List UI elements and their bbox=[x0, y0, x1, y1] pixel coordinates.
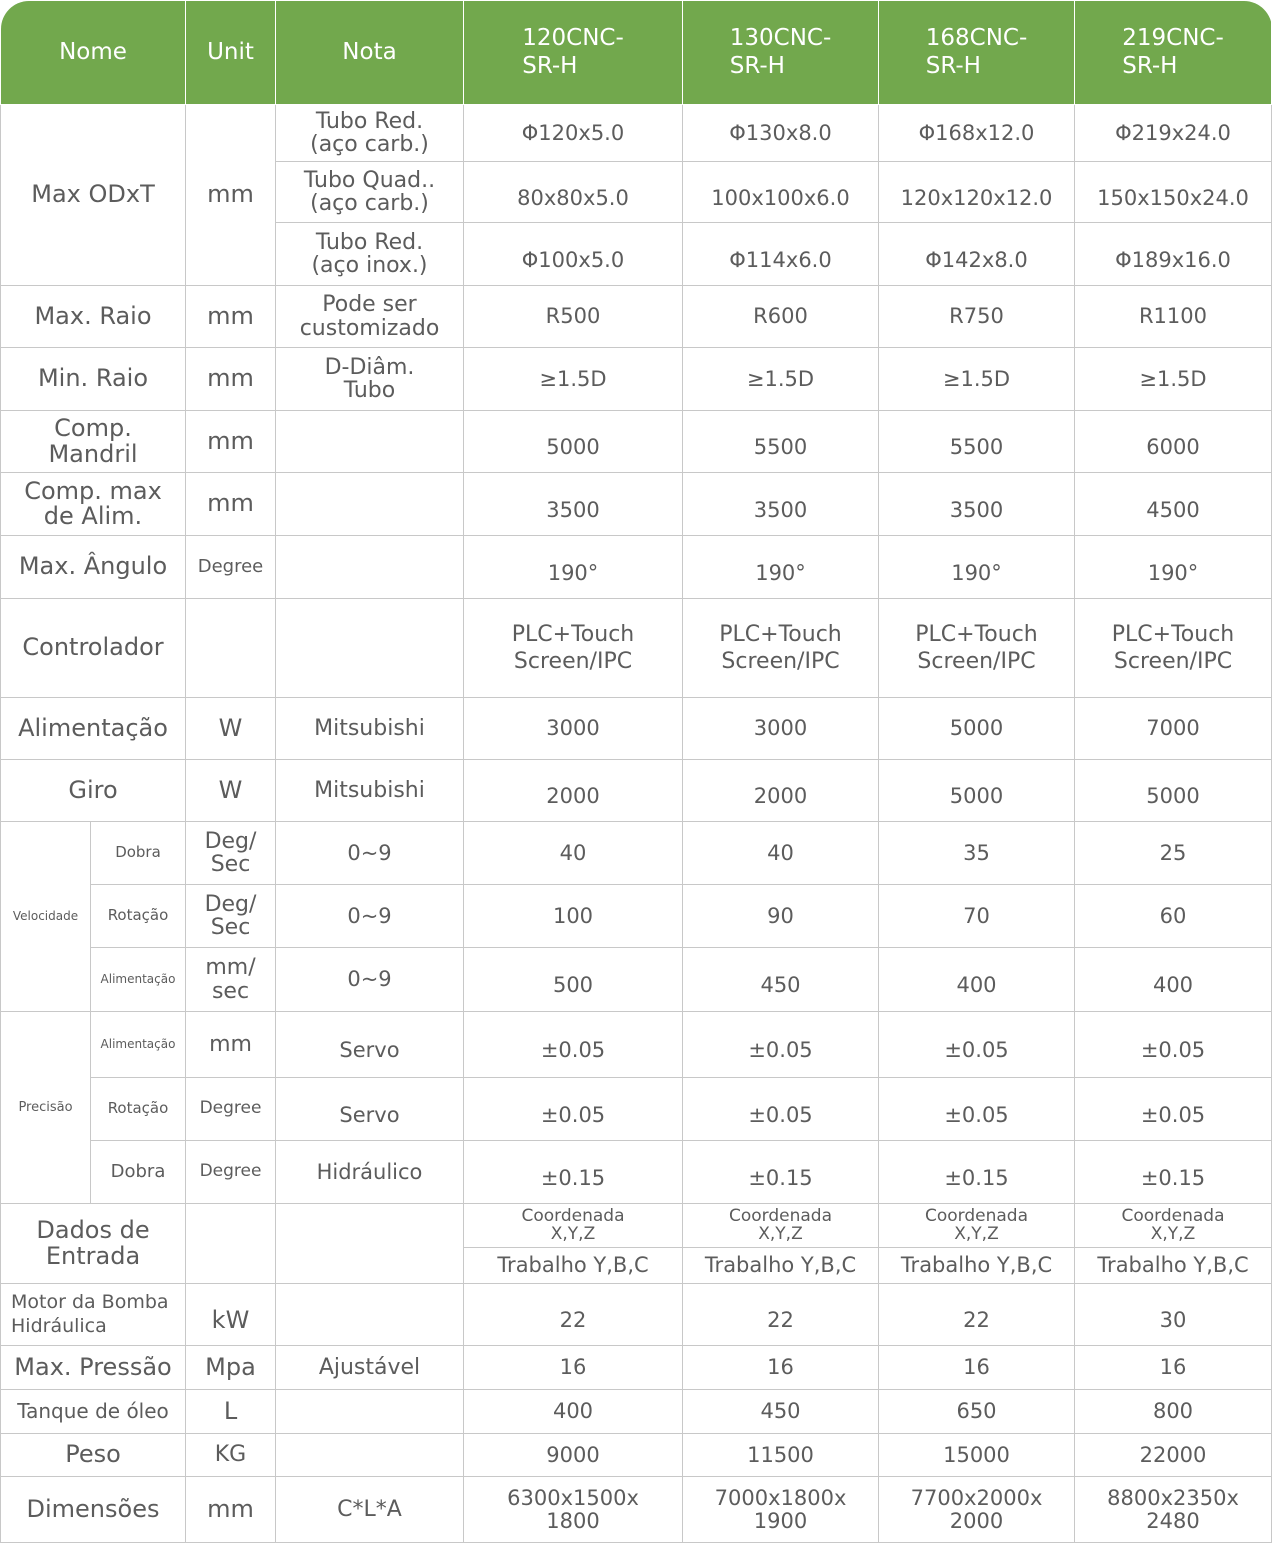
value-cell: 22 bbox=[464, 1284, 683, 1346]
value-cell: Coordenada X,Y,Z bbox=[879, 1204, 1075, 1248]
sub-label-cell: Rotação bbox=[91, 1078, 186, 1141]
unit-cell: Deg/ Sec bbox=[186, 822, 276, 885]
value-cell: 16 bbox=[879, 1346, 1075, 1390]
unit-cell bbox=[186, 1204, 276, 1284]
header-nome: Nome bbox=[1, 1, 186, 105]
row-label-comp-alim: Comp. max de Alim. bbox=[1, 473, 186, 536]
row-label-motor-bomba: Motor da Bomba Hidráulica bbox=[1, 1284, 186, 1346]
value-cell: 400 bbox=[464, 1390, 683, 1434]
value-cell: 9000 bbox=[464, 1434, 683, 1477]
unit-cell: mm/ sec bbox=[186, 948, 276, 1012]
value-cell: 450 bbox=[683, 948, 879, 1012]
unit-cell: L bbox=[186, 1390, 276, 1434]
value-cell: Coordenada X,Y,Z bbox=[1075, 1204, 1272, 1248]
value-cell: 3500 bbox=[683, 473, 879, 536]
value-cell: 16 bbox=[464, 1346, 683, 1390]
value-cell: Trabalho Y,B,C bbox=[879, 1248, 1075, 1284]
nota-cell: 0~9 bbox=[276, 822, 464, 885]
table-row bbox=[1, 1284, 1272, 1346]
unit-cell: mm bbox=[186, 1477, 276, 1543]
value-cell: R600 bbox=[683, 286, 879, 348]
table-row bbox=[1, 473, 1272, 536]
value-cell: 650 bbox=[879, 1390, 1075, 1434]
header-model-168: 168CNC- SR-H bbox=[879, 1, 1075, 105]
nota-cell: Tubo Quad.. (aço carb.) bbox=[276, 162, 464, 223]
unit-cell: KG bbox=[186, 1434, 276, 1477]
header-model-219: 219CNC- SR-H bbox=[1075, 1, 1272, 105]
value-cell: 35 bbox=[879, 822, 1075, 885]
value-cell: 100 bbox=[464, 885, 683, 948]
value-cell: 5500 bbox=[879, 411, 1075, 473]
unit-cell: W bbox=[186, 760, 276, 822]
nota-cell: 0~9 bbox=[276, 885, 464, 948]
value-cell: Coordenada X,Y,Z bbox=[683, 1204, 879, 1248]
unit-cell: Degree bbox=[186, 1078, 276, 1141]
value-cell: ≥1.5D bbox=[464, 348, 683, 411]
nota-cell bbox=[276, 1204, 464, 1284]
table-row bbox=[1, 348, 1272, 411]
value-cell: 25 bbox=[1075, 822, 1272, 885]
value-cell: ≥1.5D bbox=[879, 348, 1075, 411]
unit-cell: mm bbox=[186, 286, 276, 348]
value-cell: ±0.15 bbox=[464, 1141, 683, 1204]
table-row bbox=[1, 698, 1272, 760]
value-cell: 800 bbox=[1075, 1390, 1272, 1434]
table-row bbox=[1, 822, 1272, 885]
row-label-alimentacao: Alimentação bbox=[1, 698, 186, 760]
value-cell: Φ189x16.0 bbox=[1075, 223, 1272, 286]
value-cell: ±0.05 bbox=[683, 1078, 879, 1141]
row-label-dimensoes: Dimensões bbox=[1, 1477, 186, 1543]
sub-label-cell: Alimentação bbox=[91, 1012, 186, 1078]
value-cell: 40 bbox=[683, 822, 879, 885]
value-cell: 22 bbox=[879, 1284, 1075, 1346]
table-row bbox=[1, 105, 1272, 162]
value-cell: ±0.15 bbox=[683, 1141, 879, 1204]
value-cell: 5000 bbox=[879, 698, 1075, 760]
value-cell: 7000 bbox=[1075, 698, 1272, 760]
unit-cell: mm bbox=[186, 105, 276, 286]
header-row bbox=[1, 1, 1272, 105]
header-model-120: 120CNC- SR-H bbox=[464, 1, 683, 105]
value-cell: R1100 bbox=[1075, 286, 1272, 348]
value-cell: 5000 bbox=[879, 760, 1075, 822]
unit-cell: mm bbox=[186, 348, 276, 411]
table-row bbox=[1, 286, 1272, 348]
row-label-tanque: Tanque de óleo bbox=[1, 1390, 186, 1434]
value-cell: ≥1.5D bbox=[1075, 348, 1272, 411]
sub-label-cell: Dobra bbox=[91, 1141, 186, 1204]
row-label-max-raio: Max. Raio bbox=[1, 286, 186, 348]
value-cell: 3500 bbox=[464, 473, 683, 536]
row-label-giro: Giro bbox=[1, 760, 186, 822]
unit-cell bbox=[186, 599, 276, 698]
value-cell: Φ114x6.0 bbox=[683, 223, 879, 286]
unit-cell: mm bbox=[186, 1012, 276, 1078]
value-cell: Coordenada X,Y,Z bbox=[464, 1204, 683, 1248]
table-row bbox=[1, 1346, 1272, 1390]
header-unit: Unit bbox=[186, 1, 276, 105]
unit-cell: kW bbox=[186, 1284, 276, 1346]
row-label-peso: Peso bbox=[1, 1434, 186, 1477]
nota-cell: Ajustável bbox=[276, 1346, 464, 1390]
nota-cell: Mitsubishi bbox=[276, 698, 464, 760]
value-cell: 3000 bbox=[464, 698, 683, 760]
table-row bbox=[1, 948, 1272, 1012]
row-label-dados-entrada: Dados de Entrada bbox=[1, 1204, 186, 1284]
value-cell: 16 bbox=[683, 1346, 879, 1390]
value-cell: ±0.05 bbox=[1075, 1078, 1272, 1141]
row-label-comp-mandril: Comp. Mandril bbox=[1, 411, 186, 473]
value-cell: 150x150x24.0 bbox=[1075, 162, 1272, 223]
table-row bbox=[1, 599, 1272, 698]
table-row bbox=[1, 1078, 1272, 1141]
value-cell: 3500 bbox=[879, 473, 1075, 536]
value-cell: Trabalho Y,B,C bbox=[1075, 1248, 1272, 1284]
value-cell: 2000 bbox=[683, 760, 879, 822]
table-row bbox=[1, 1204, 1272, 1248]
nota-cell: 0~9 bbox=[276, 948, 464, 1012]
value-cell: 190° bbox=[879, 536, 1075, 599]
sub-label-cell: Rotação bbox=[91, 885, 186, 948]
value-cell: 450 bbox=[683, 1390, 879, 1434]
table-row bbox=[1, 760, 1272, 822]
value-cell: ±0.15 bbox=[1075, 1141, 1272, 1204]
value-cell: Trabalho Y,B,C bbox=[464, 1248, 683, 1284]
nota-cell: Mitsubishi bbox=[276, 760, 464, 822]
nota-cell bbox=[276, 1434, 464, 1477]
nota-cell: D-Diâm. Tubo bbox=[276, 348, 464, 411]
value-cell: 400 bbox=[879, 948, 1075, 1012]
unit-cell: mm bbox=[186, 473, 276, 536]
value-cell: Φ120x5.0 bbox=[464, 105, 683, 162]
value-cell: ±0.05 bbox=[683, 1012, 879, 1078]
sub-label-cell: Alimentação bbox=[91, 948, 186, 1012]
unit-cell: Mpa bbox=[186, 1346, 276, 1390]
row-group-precisao: Precisão bbox=[1, 1012, 91, 1204]
header-model-130: 130CNC- SR-H bbox=[683, 1, 879, 105]
nota-cell bbox=[276, 599, 464, 698]
value-cell: ±0.05 bbox=[464, 1078, 683, 1141]
value-cell: 70 bbox=[879, 885, 1075, 948]
table-row bbox=[1, 885, 1272, 948]
table-row bbox=[1, 1434, 1272, 1477]
unit-cell: W bbox=[186, 698, 276, 760]
nota-cell: Hidráulico bbox=[276, 1141, 464, 1204]
row-label-max-pressao: Max. Pressão bbox=[1, 1346, 186, 1390]
row-group-velocidade: Velocidade bbox=[1, 822, 91, 1012]
value-cell: 60 bbox=[1075, 885, 1272, 948]
value-cell: 190° bbox=[683, 536, 879, 599]
value-cell: 4500 bbox=[1075, 473, 1272, 536]
row-label-controlador: Controlador bbox=[1, 599, 186, 698]
value-cell: 6300x1500x 1800 bbox=[464, 1477, 683, 1543]
table-row bbox=[1, 536, 1272, 599]
value-cell: ±0.05 bbox=[879, 1012, 1075, 1078]
unit-cell: mm bbox=[186, 411, 276, 473]
value-cell: 190° bbox=[1075, 536, 1272, 599]
value-cell: 5500 bbox=[683, 411, 879, 473]
value-cell: 3000 bbox=[683, 698, 879, 760]
nota-cell bbox=[276, 1390, 464, 1434]
value-cell: Φ142x8.0 bbox=[879, 223, 1075, 286]
value-cell: ±0.15 bbox=[879, 1141, 1075, 1204]
value-cell: 11500 bbox=[683, 1434, 879, 1477]
value-cell: 7700x2000x 2000 bbox=[879, 1477, 1075, 1543]
value-cell: 6000 bbox=[1075, 411, 1272, 473]
nota-cell bbox=[276, 1284, 464, 1346]
nota-cell: Pode ser customizado bbox=[276, 286, 464, 348]
value-cell: R750 bbox=[879, 286, 1075, 348]
value-cell: 16 bbox=[1075, 1346, 1272, 1390]
value-cell: Φ100x5.0 bbox=[464, 223, 683, 286]
nota-cell: Tubo Red. (aço carb.) bbox=[276, 105, 464, 162]
value-cell: ≥1.5D bbox=[683, 348, 879, 411]
value-cell: PLC+Touch Screen/IPC bbox=[1075, 599, 1272, 698]
nota-cell bbox=[276, 411, 464, 473]
nota-cell: Tubo Red. (aço inox.) bbox=[276, 223, 464, 286]
table-row bbox=[1, 1390, 1272, 1434]
value-cell: 500 bbox=[464, 948, 683, 1012]
row-label-max-odxt: Max ODxT bbox=[1, 105, 186, 286]
value-cell: ±0.05 bbox=[464, 1012, 683, 1078]
value-cell: R500 bbox=[464, 286, 683, 348]
header-nota: Nota bbox=[276, 1, 464, 105]
value-cell: PLC+Touch Screen/IPC bbox=[464, 599, 683, 698]
value-cell: 5000 bbox=[1075, 760, 1272, 822]
nota-cell bbox=[276, 536, 464, 599]
nota-cell bbox=[276, 473, 464, 536]
nota-cell: C*L*A bbox=[276, 1477, 464, 1543]
value-cell: 15000 bbox=[879, 1434, 1075, 1477]
value-cell: 100x100x6.0 bbox=[683, 162, 879, 223]
row-label-max-angulo: Max. Ângulo bbox=[1, 536, 186, 599]
value-cell: 8800x2350x 2480 bbox=[1075, 1477, 1272, 1543]
value-cell: 120x120x12.0 bbox=[879, 162, 1075, 223]
value-cell: Trabalho Y,B,C bbox=[683, 1248, 879, 1284]
value-cell: 2000 bbox=[464, 760, 683, 822]
table-row bbox=[1, 1012, 1272, 1078]
unit-cell: Degree bbox=[186, 536, 276, 599]
sub-label-cell: Dobra bbox=[91, 822, 186, 885]
value-cell: ±0.05 bbox=[1075, 1012, 1272, 1078]
value-cell: 400 bbox=[1075, 948, 1272, 1012]
table-row bbox=[1, 1141, 1272, 1204]
unit-cell: Degree bbox=[186, 1141, 276, 1204]
value-cell: 7000x1800x 1900 bbox=[683, 1477, 879, 1543]
value-cell: ±0.05 bbox=[879, 1078, 1075, 1141]
row-label-min-raio: Min. Raio bbox=[1, 348, 186, 411]
value-cell: PLC+Touch Screen/IPC bbox=[683, 599, 879, 698]
value-cell: 40 bbox=[464, 822, 683, 885]
table-row bbox=[1, 411, 1272, 473]
value-cell: 90 bbox=[683, 885, 879, 948]
value-cell: 80x80x5.0 bbox=[464, 162, 683, 223]
value-cell: 22 bbox=[683, 1284, 879, 1346]
unit-cell: Deg/ Sec bbox=[186, 885, 276, 948]
nota-cell: Servo bbox=[276, 1012, 464, 1078]
value-cell: Φ168x12.0 bbox=[879, 105, 1075, 162]
value-cell: PLC+Touch Screen/IPC bbox=[879, 599, 1075, 698]
nota-cell: Servo bbox=[276, 1078, 464, 1141]
value-cell: Φ130x8.0 bbox=[683, 105, 879, 162]
value-cell: 190° bbox=[464, 536, 683, 599]
table-row bbox=[1, 1477, 1272, 1543]
value-cell: Φ219x24.0 bbox=[1075, 105, 1272, 162]
value-cell: 22000 bbox=[1075, 1434, 1272, 1477]
value-cell: 30 bbox=[1075, 1284, 1272, 1346]
value-cell: 5000 bbox=[464, 411, 683, 473]
